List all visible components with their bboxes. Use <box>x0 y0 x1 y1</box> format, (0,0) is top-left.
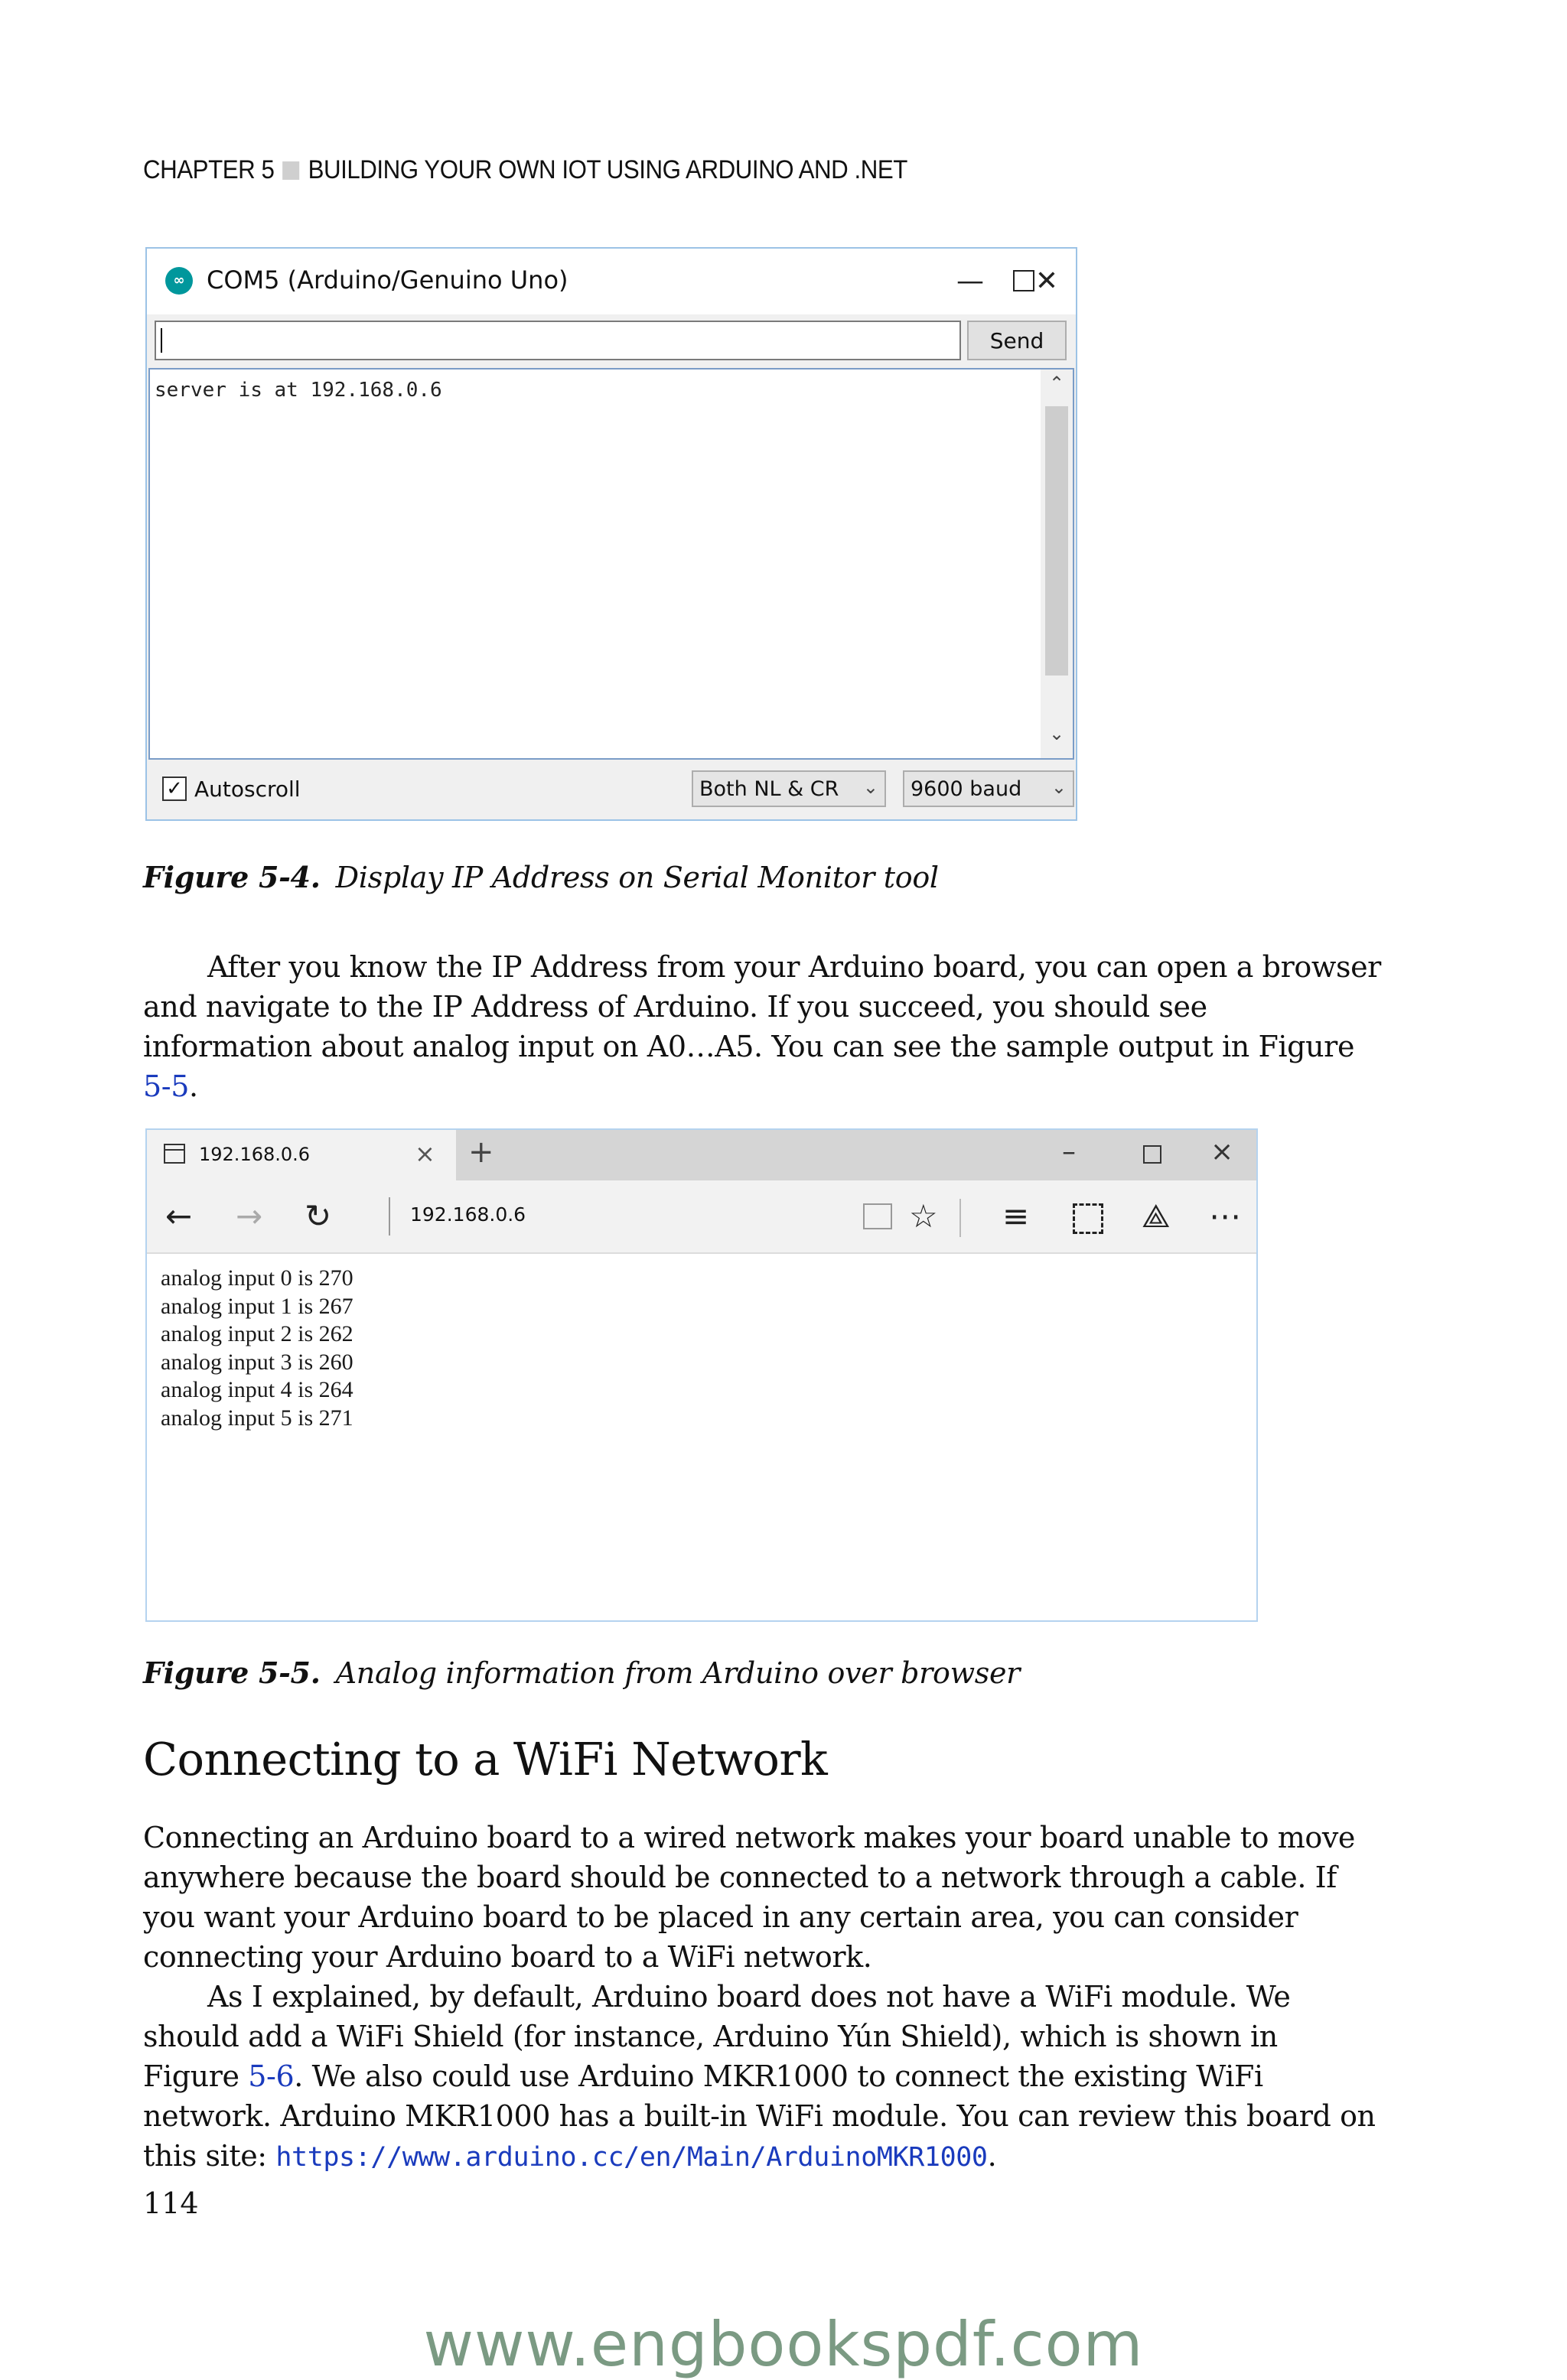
watermark: www.engbookspdf.com <box>423 2309 1144 2380</box>
page-number: 114 <box>143 2186 199 2220</box>
figure-caption <box>143 1656 1020 1690</box>
figure-caption-text: Analog information from Arduino over browser <box>335 1656 1021 1690</box>
scrollbar-thumb[interactable] <box>1045 406 1068 676</box>
analog-line: analog input 5 is 271 <box>161 1405 353 1431</box>
autoscroll-checkbox[interactable]: ✓ <box>162 777 187 801</box>
analog-line: analog input 1 is 267 <box>161 1293 353 1319</box>
figure-link[interactable]: 5-5 <box>143 1070 189 1103</box>
running-header <box>143 155 907 185</box>
paragraph-text: As I explained, by default, Arduino board does not have a WiFi module. We should add a WiFi Shield (for instance, Arduino Yún Shield), which is shown in Figure <box>143 1980 1291 2093</box>
paragraph-text: After you know the IP Address from your Arduino board, you can open a browser and navigate to the IP Address of Arduino. If you succeed, you should see information about analog input on A0…A5. You can see the sample output in Figure <box>143 950 1381 1063</box>
tab-title: 192.168.0.6 <box>199 1144 311 1165</box>
serial-input[interactable] <box>155 321 961 360</box>
hub-icon[interactable]: ≡ <box>1002 1197 1030 1235</box>
figure-label: Figure 5-5. <box>143 1656 321 1690</box>
browser-content <box>147 1254 1256 1620</box>
url-link[interactable]: https://www.arduino.cc/en/Main/ArduinoMKR1000 <box>275 2142 988 2173</box>
serial-output-text: server is at 192.168.0.6 <box>155 379 442 402</box>
scrollbar[interactable] <box>1041 370 1073 758</box>
analog-line: analog input 2 is 262 <box>161 1321 353 1346</box>
figure-label: Figure 5-4. <box>143 860 321 894</box>
close-icon[interactable]: × <box>1210 1136 1234 1167</box>
baud-rate-select[interactable] <box>903 770 1074 807</box>
favorite-star-icon[interactable]: ☆ <box>909 1197 938 1235</box>
body-paragraph <box>143 1977 1383 2177</box>
serial-window-title: COM5 (Arduino/Genuino Uno) <box>207 265 568 295</box>
analog-line: analog input 4 is 264 <box>161 1377 353 1402</box>
figure-link[interactable]: 5-6 <box>248 2059 295 2093</box>
maximize-icon[interactable] <box>1143 1145 1161 1164</box>
browser-tab[interactable] <box>147 1130 456 1180</box>
forward-icon[interactable]: → <box>236 1197 263 1235</box>
chevron-down-icon: ⌄ <box>862 777 878 798</box>
autoscroll-label: Autoscroll <box>194 777 301 802</box>
chapter-label: CHAPTER 5 <box>143 155 275 184</box>
close-tab-icon[interactable]: × <box>415 1139 435 1168</box>
paragraph-text: . <box>189 1070 198 1103</box>
body-paragraph <box>143 947 1383 1106</box>
send-button[interactable]: Send <box>967 321 1067 360</box>
refresh-icon[interactable]: ↻ <box>305 1197 332 1235</box>
text-caret <box>161 328 162 353</box>
serial-monitor-window <box>145 247 1077 821</box>
address-separator <box>389 1197 390 1236</box>
serial-output-area[interactable] <box>148 368 1074 760</box>
line-ending-select[interactable] <box>692 770 886 807</box>
figure-caption-text: Display IP Address on Serial Monitor tool <box>335 861 939 894</box>
browser-window <box>145 1128 1258 1622</box>
toolbar-separator <box>959 1199 961 1237</box>
minimize-icon[interactable]: – <box>1062 1136 1076 1167</box>
close-icon[interactable]: ✕ <box>1034 265 1059 297</box>
analog-line: analog input 3 is 260 <box>161 1349 353 1375</box>
line-ending-value: Both NL & CR <box>699 777 839 801</box>
new-tab-icon[interactable]: + <box>468 1135 494 1170</box>
baud-rate-value: 9600 baud <box>911 777 1022 801</box>
web-note-icon[interactable] <box>1073 1203 1103 1234</box>
header-separator <box>282 161 299 180</box>
analog-line: analog input 0 is 270 <box>161 1265 353 1291</box>
chevron-up-icon[interactable]: ⌃ <box>1048 373 1065 394</box>
chevron-down-icon: ⌄ <box>1051 777 1067 798</box>
share-icon[interactable]: ⟁ <box>1142 1197 1171 1235</box>
address-bar[interactable]: 192.168.0.6 <box>410 1203 526 1226</box>
serial-titlebar <box>147 249 1076 314</box>
tab-page-icon <box>164 1144 185 1164</box>
browser-tab-bar <box>147 1130 1256 1180</box>
browser-toolbar <box>147 1180 1256 1254</box>
paragraph-text: . <box>987 2139 997 2173</box>
body-paragraph: Connecting an Arduino board to a wired network makes your board unable to move anywhere because the board should be connected to a network through a cable. If you want your Arduino board to be placed in any certain area, you can consider connecting your Arduino board to a WiFi network. <box>143 1821 1356 1974</box>
arduino-logo-icon: ∞ <box>165 267 193 295</box>
minimize-icon[interactable]: — <box>956 265 984 297</box>
more-icon[interactable]: ⋯ <box>1209 1197 1241 1235</box>
section-heading: Connecting to a WiFi Network <box>143 1733 828 1786</box>
figure-caption <box>143 860 939 894</box>
analog-output <box>161 1265 353 1432</box>
paragraph-text: . We also could use Arduino MKR1000 to connect the existing WiFi network. Arduino MKR1000 has a built-in WiFi module. You can review this board on this site: <box>143 2059 1376 2173</box>
back-icon[interactable]: ← <box>165 1197 193 1235</box>
reading-view-icon[interactable] <box>863 1203 892 1229</box>
chapter-title: BUILDING YOUR OWN IOT USING ARDUINO AND .NET <box>308 155 907 184</box>
serial-bottom-bar <box>147 761 1076 819</box>
chevron-down-icon[interactable]: ⌄ <box>1048 723 1065 744</box>
